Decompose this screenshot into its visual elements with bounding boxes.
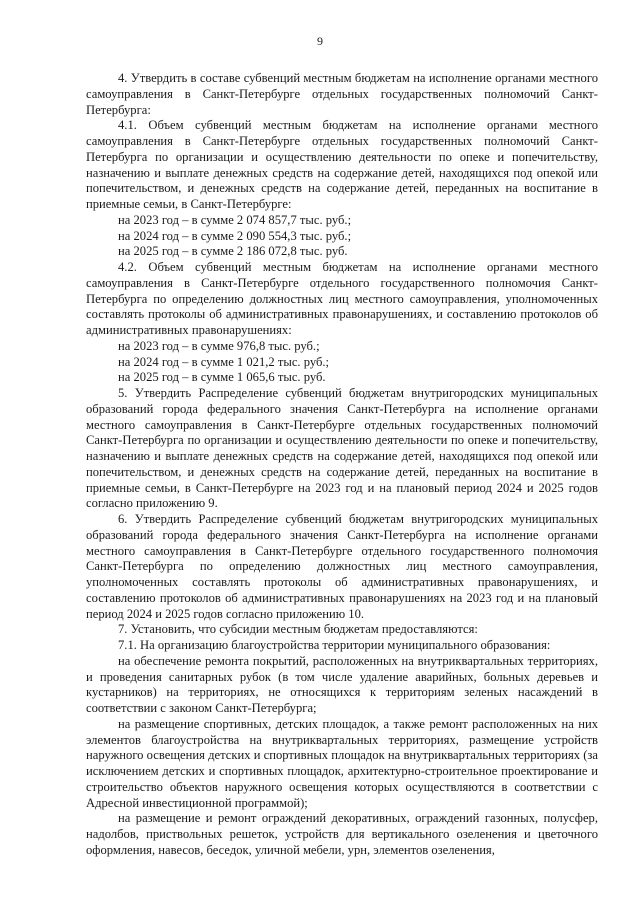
amount-line: на 2023 год – в сумме 976,8 тыс. руб.; [118,338,320,353]
paragraph: 5. Утвердить Распределение субвенций бюджетам внутригородских муниципальных образований города федерального значения Санкт-Петербурга на исполнение органами местного самоуправления в Санкт-Петербурге отдельных государственных полномочий Санкт-Петербурга по организации и осуществлению деятельности по опеке и попечительству, назначению и выплате денежных средств на содержание детей, находящихся под опекой или попечительством, и денежных средств на содержание детей, переданных на воспитание в приемные семьи, в Санкт-Петербурге на 2023 год и на плановый период 2024 и 2025 годов согласно приложению 9. [86,386,598,511]
paragraph: 7. Установить, что субсидии местным бюджетам предоставляются: [118,622,478,637]
paragraph: 4.2. Объем субвенций местным бюджетам на исполнение органами местного самоуправления в Санкт-Петербурге отдельного государственного полномочия Санкт-Петербурга по определению должностных лиц местного самоуправления, уполномоченных составлять протоколы об административных правонарушениях, и составлению протоколов об административных правонарушениях: [86,260,598,337]
paragraph: 7.1. На организацию благоустройства территории муниципального образования: [118,638,551,652]
page-number: 9 [317,34,323,48]
paragraph: 4. Утвердить в составе субвенций местным бюджетам на исполнение органами местного самоуправления в Санкт-Петербурге отдельных государственных полномочий Санкт-Петербурга: [86,71,598,117]
amount-line: на 2024 год – в сумме 2 090 554,3 тыс. руб.; [118,228,352,243]
paragraph: на размещение спортивных, детских площадок, а также ремонт расположенных на них элементов благоустройства на внутриквартальных территориях, размещение устройств наружного освещения детских и спортивных площадок на внутриквартальных территориях (за исключением детских и спортивных площадок, архитектурно-строительное проектирование и строительство объектов наружного освещения которых осуществляются в соответствии с Адресной инвестиционной программой); [86,716,598,810]
paragraph: 6. Утвердить Распределение субвенций бюджетам внутригородских муниципальных образований города федерального значения Санкт-Петербурга на исполнение органами местного самоуправления в Санкт-Петербурге отдельного государственного полномочия Санкт-Петербурга по определению должностных лиц местного самоуправления, уполномоченных составлять протоколы об административных правонарушениях, и составлению протоколов об административных правонарушениях на 2023 год и на плановый период 2024 и 2025 годов согласно приложению 10. [86,512,598,621]
amount-line: на 2025 год – в сумме 2 186 072,8 тыс. руб. [118,244,348,259]
paragraph: на размещение и ремонт ограждений декоративных, ограждений газонных, полусфер, надолбов, приствольных решеток, устройств для вертикального озеленения и цветочного оформления, навесов, беседок, уличной мебели, урн, элементов озеленения, [86,811,598,857]
amount-line: на 2025 год – в сумме 1 065,6 тыс. руб. [118,370,326,385]
paragraph: на обеспечение ремонта покрытий, расположенных на внутриквартальных территориях, и проведения санитарных рубок (в том числе удаление аварийных, больных деревьев и кустарников) на территориях, не относящихся к территориям зеленых насаждений в соответствии с законом Санкт-Петербурга; [86,653,598,715]
paragraph: 4.1. Объем субвенций местным бюджетам на исполнение органами местного самоуправления в Санкт-Петербурге отдельных государственных полномочий Санкт-Петербурга по организации и осуществлению деятельности по опеке и попечительству, назначению и выплате денежных средств на содержание детей, находящихся под опекой или попечительством, и денежных средств на содержание детей, переданных на воспитание в приемные семьи, в Санкт-Петербурге: [86,118,598,211]
amount-line: на 2024 год – в сумме 1 021,2 тыс. руб.; [118,354,330,369]
document-body [86,71,598,859]
amount-line: на 2023 год – в сумме 2 074 857,7 тыс. руб.; [118,212,352,227]
